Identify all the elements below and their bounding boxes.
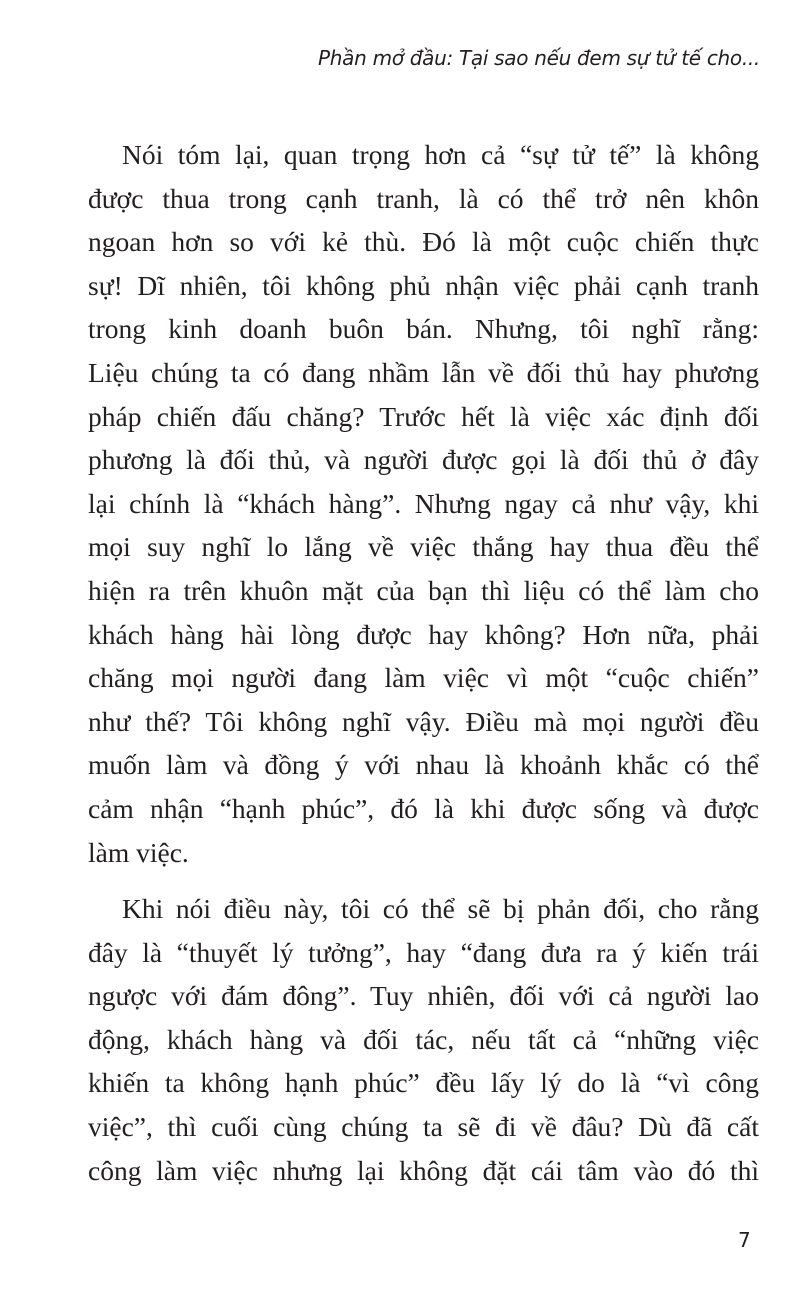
text-line: hiện ra trên khuôn mặt của bạn thì liệu có thể làm cho	[88, 574, 759, 606]
paragraph-1	[88, 133, 759, 874]
text-line: muốn làm và đồng ý với nhau là khoảnh khắc có thể	[88, 749, 759, 781]
text-line: lại chính là “khách hàng”. Nhưng ngay cả như vậy, khi	[88, 487, 759, 519]
paragraph-2	[88, 887, 759, 1192]
page-body	[88, 133, 759, 1192]
text-line: ngược với đám đông”. Tuy nhiên, đối với cả người lao	[88, 980, 759, 1012]
text-line: Liệu chúng ta có đang nhầm lẫn về đối thủ hay phương	[88, 356, 759, 388]
text-line: Nói tóm lại, quan trọng hơn cả “sự tử tế” là không	[122, 139, 759, 170]
text-line: mọi suy nghĩ lo lắng về việc thắng hay thua đều thể	[88, 531, 759, 563]
page-number: 7	[738, 1228, 751, 1252]
text-line: khiến ta không hạnh phúc” đều lấy lý do là “vì công	[88, 1067, 759, 1099]
text-line: khách hàng hài lòng được hay không? Hơn nữa, phải	[88, 618, 759, 650]
text-line: chăng mọi người đang làm việc vì một “cuộc chiến”	[88, 662, 759, 694]
text-line: được thua trong cạnh tranh, là có thể trở nên khôn	[88, 182, 759, 214]
text-line: như thế? Tôi không nghĩ vậy. Điều mà mọi người đều	[88, 705, 759, 737]
text-line: sự! Dĩ nhiên, tôi không phủ nhận việc phải cạnh tranh	[88, 269, 759, 301]
text-line: làm việc.	[88, 836, 189, 868]
text-line: việc”, thì cuối cùng chúng ta sẽ đi về đâu? Dù đã cất	[88, 1111, 759, 1143]
text-line: động, khách hàng và đối tác, nếu tất cả “những việc	[88, 1023, 759, 1055]
text-line: cảm nhận “hạnh phúc”, đó là khi được sống và được	[88, 792, 759, 824]
text-line: trong kinh doanh buôn bán. Nhưng, tôi nghĩ rằng:	[88, 313, 759, 345]
text-line: pháp chiến đấu chăng? Trước hết là việc xác định đối	[88, 400, 759, 432]
text-line: phương là đối thủ, và người được gọi là đối thủ ở đây	[88, 444, 759, 476]
text-line: công làm việc nhưng lại không đặt cái tâm vào đó thì	[88, 1154, 759, 1186]
text-line: ngoan hơn so với kẻ thù. Đó là một cuộc chiến thực	[88, 226, 759, 258]
text-line: đây là “thuyết lý tưởng”, hay “đang đưa ra ý kiến trái	[88, 936, 759, 968]
running-header: Phần mở đầu: Tại sao nếu đem sự tử tế cho...	[318, 46, 760, 70]
text-line: Khi nói điều này, tôi có thể sẽ bị phản đối, cho rằng	[122, 893, 759, 925]
